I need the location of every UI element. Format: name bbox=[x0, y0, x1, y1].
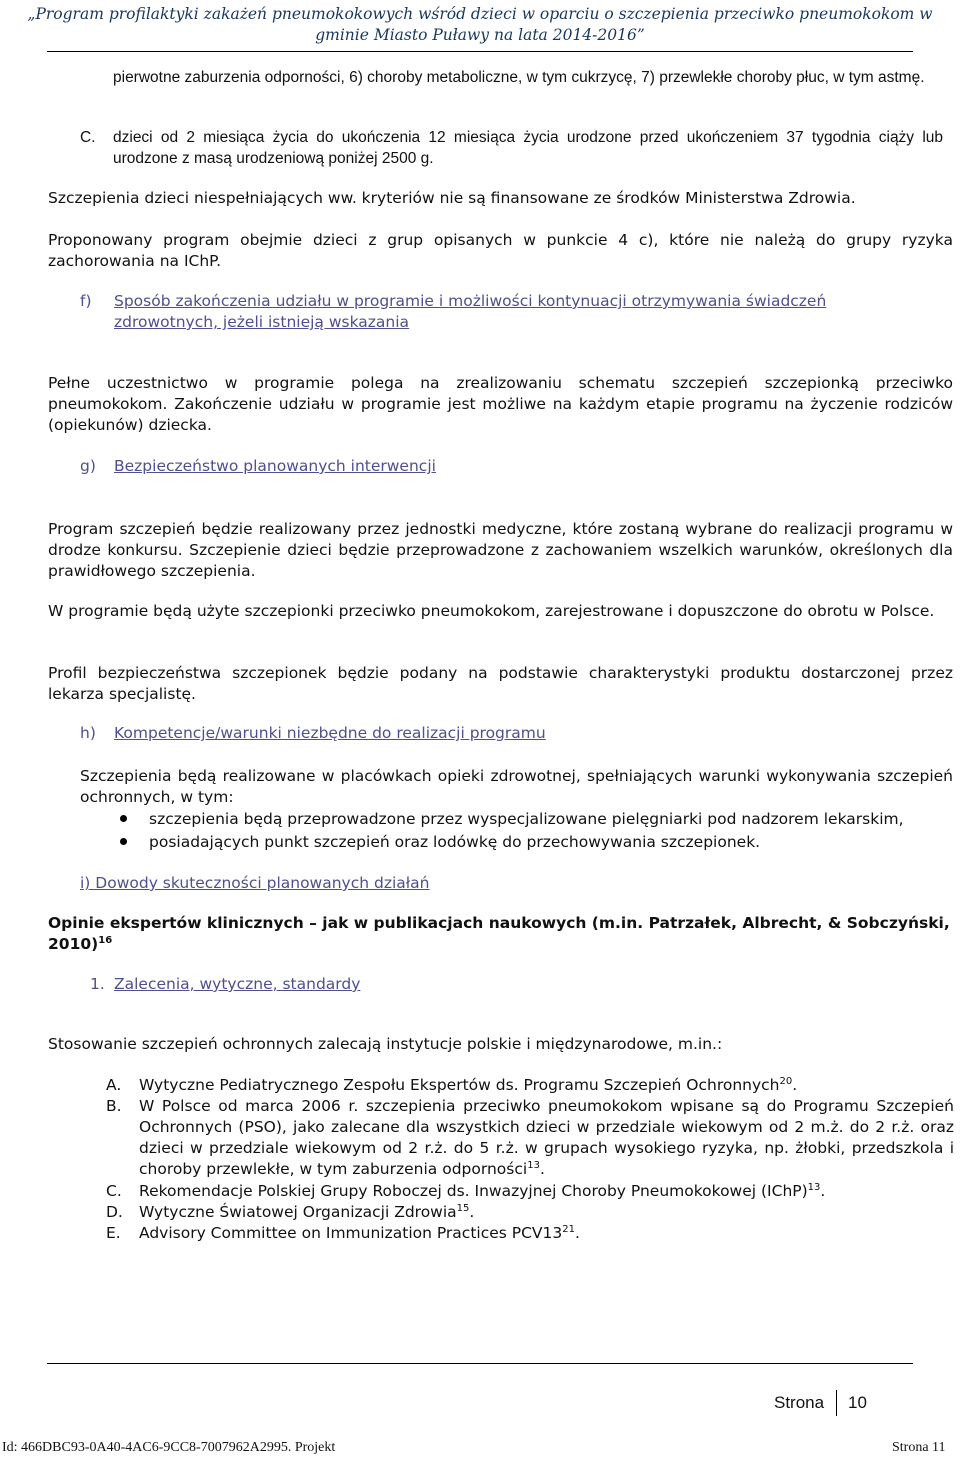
list-item-text: Wytyczne Pediatrycznego Zespołu Ekspertów ds. Programu Szczepień Ochronnych bbox=[139, 1076, 780, 1094]
list-item-punct: . bbox=[539, 1160, 545, 1178]
section-h-text: Szczepienia będą realizowane w placówkach opieki zdrowotnej, spełniających warunki wykonywania szczepień ochronnych, w tym: bbox=[80, 767, 953, 806]
section-g-paragraph-3: Profil bezpieczeństwa szczepionek będzie podany na podstawie charakterystyki produktu dostarczonej przez lekarza specjalistę. bbox=[48, 664, 953, 703]
section-g-label: g) bbox=[80, 457, 96, 475]
bullet-icon bbox=[120, 838, 127, 845]
section-i-title-text: i) Dowody skuteczności planowanych działań bbox=[80, 874, 430, 892]
list-item-text: Rekomendacje Polskiej Grupy Roboczej ds. Inwazyjnej Choroby Pneumokokowej (IChP) bbox=[139, 1182, 808, 1200]
header-line-1: „Program profilaktyki zakażeń pneumokokowych wśród dzieci w oparciu o szczepienia przeciwko pneumokokom w bbox=[27, 5, 933, 23]
expert-opinions-text: Opinie ekspertów klinicznych – jak w publikacjach naukowych (m.in. Patrzałek, Albrecht, & Sobczyński, 2010) bbox=[48, 914, 950, 953]
section-g-title-text: Bezpieczeństwo planowanych interwencji bbox=[114, 457, 436, 475]
paragraph-not-financed: Szczepienia dzieci niespełniających ww. kryteriów nie są finansowane ze środków Ministerstwa Zdrowia. bbox=[48, 189, 856, 207]
list-item-label: C. bbox=[106, 1182, 122, 1200]
list-item-punct: . bbox=[792, 1076, 798, 1094]
section-f-text: Pełne uczestnictwo w programie polega na zrealizowaniu schematu szczepień szczepionką przeciwko pneumokokom. Zakończenie udziału w programie jest możliwe na każdym etapie programu na życzenie rodziców (opiekunów) dziecka. bbox=[48, 374, 953, 434]
list-item bbox=[106, 1181, 954, 1202]
list-item bbox=[106, 1075, 954, 1096]
list-item bbox=[106, 1223, 954, 1244]
list-item-text: W Polsce od marca 2006 r. szczepienia przeciwko pneumokokom wpisane są do Programu Szczepień Ochronnych (PSO), jako zalecane dla wszystkich dzieci w przedziale wiekowym od 2 m.ż. do 2 r.ż. oraz dzieci w przedziale wiekowym od 2 r.ż. do 5 r.ż. w grupach wysokiego ryzyka, np. żłobki, przedszkola i choroby przewlekłe, w tym zaburzenia odporności bbox=[139, 1097, 954, 1178]
footnote-ref: 13 bbox=[527, 1159, 540, 1171]
section-h-title-text: Kompetencje/warunki niezbędne do realizacji programu bbox=[114, 724, 546, 742]
subsection-1-title bbox=[114, 974, 360, 995]
bullet-item-1: szczepienia będą przeprowadzone przez wyspecjalizowane pielęgniarki pod nadzorem lekarskim, bbox=[149, 810, 904, 828]
header-rule bbox=[47, 51, 913, 52]
subsection-1-label: 1. bbox=[90, 975, 105, 993]
list-item-text: Advisory Committee on Immunization Practices PCV13 bbox=[139, 1224, 563, 1242]
section-f-label: f) bbox=[80, 292, 92, 310]
list-item-punct: . bbox=[820, 1182, 826, 1200]
list-item-label: D. bbox=[106, 1203, 123, 1221]
section-i-title bbox=[80, 873, 430, 894]
header-line-2: gminie Miasto Puławy na lata 2014-2016” bbox=[315, 26, 645, 44]
list-item-punct: . bbox=[469, 1203, 475, 1221]
list-item-body bbox=[139, 1202, 954, 1223]
section-h-title bbox=[114, 723, 546, 744]
list-item-text: Wytyczne Światowej Organizacji Zdrowia bbox=[139, 1203, 457, 1221]
section-f-title bbox=[114, 291, 924, 333]
document-id: Id: 466DBC93-0A40-4AC6-9CC8-7007962A2995. Projekt bbox=[2, 1440, 336, 1455]
page-number-separator bbox=[836, 1390, 837, 1416]
footnote-ref: 13 bbox=[807, 1181, 821, 1193]
list-item-body bbox=[139, 1075, 954, 1096]
bullet-icon bbox=[120, 815, 127, 822]
list-item-c: dzieci od 2 miesiąca życia do ukończenia 12 miesiąca życia urodzone przed ukończeniem 37 tygodnia ciąży lub urodzone z masą urodzeniową poniżej 2500 g. bbox=[113, 129, 943, 167]
footnote-ref: 21 bbox=[562, 1223, 575, 1235]
recommendations-intro: Stosowanie szczepień ochronnych zalecają instytucje polskie i międzynarodowe, m.in.: bbox=[48, 1035, 723, 1053]
list-item-body bbox=[139, 1181, 954, 1202]
footer-rule bbox=[47, 1363, 913, 1364]
list-item bbox=[106, 1096, 954, 1180]
footnote-ref: 20 bbox=[779, 1075, 793, 1087]
list-item-label: A. bbox=[106, 1076, 122, 1094]
section-g-paragraph-2: W programie będą użyte szczepionki przeciwko pneumokokom, zarejestrowane i dopuszczone do obrotu w Polsce. bbox=[48, 602, 935, 620]
expert-opinions-footnote: 16 bbox=[98, 934, 113, 946]
section-f-title-text: Sposób zakończenia udziału w programie i możliwości kontynuacji otrzymywania świadczeń zdrowotnych, jeżeli istnieją wskazania bbox=[114, 292, 827, 331]
subsection-1-title-text: Zalecenia, wytyczne, standardy bbox=[114, 975, 361, 993]
page-number: 10 bbox=[848, 1393, 867, 1412]
list-item-label: B. bbox=[106, 1097, 122, 1115]
section-g-title bbox=[114, 456, 436, 477]
list-item-body bbox=[139, 1223, 954, 1244]
list-item-label: E. bbox=[106, 1224, 121, 1242]
list-label-c: C. bbox=[80, 129, 96, 146]
list-continuation: pierwotne zaburzenia odporności, 6) choroby metaboliczne, w tym cukrzycę, 7) przewlekłe choroby płuc, w tym astmę. bbox=[113, 69, 925, 86]
footnote-ref: 15 bbox=[456, 1202, 470, 1214]
section-h-label: h) bbox=[80, 724, 96, 742]
running-header bbox=[0, 4, 960, 46]
list-item-body bbox=[139, 1096, 954, 1180]
list-item bbox=[106, 1202, 954, 1223]
section-g-paragraph-1: Program szczepień będzie realizowany przez jednostki medyczne, które zostaną wybrane do realizacji programu w drodze konkursu. Szczepienie dzieci będzie przeprowadzone z zachowaniem wszelkich warunków, określonych dla prawidłowego szczepienia. bbox=[48, 520, 953, 580]
bullet-item-2: posiadających punkt szczepień oraz lodówkę do przechowywania szczepionek. bbox=[149, 833, 761, 851]
expert-opinions-heading bbox=[48, 913, 953, 955]
total-page-number: Strona 11 bbox=[892, 1440, 946, 1455]
paragraph-proposed-program: Proponowany program obejmie dzieci z grup opisanych w punkcie 4 c), które nie należą do grupy ryzyka zachorowania na IChP. bbox=[48, 231, 953, 270]
list-item-punct: . bbox=[575, 1224, 580, 1242]
page-label: Strona bbox=[774, 1393, 825, 1412]
